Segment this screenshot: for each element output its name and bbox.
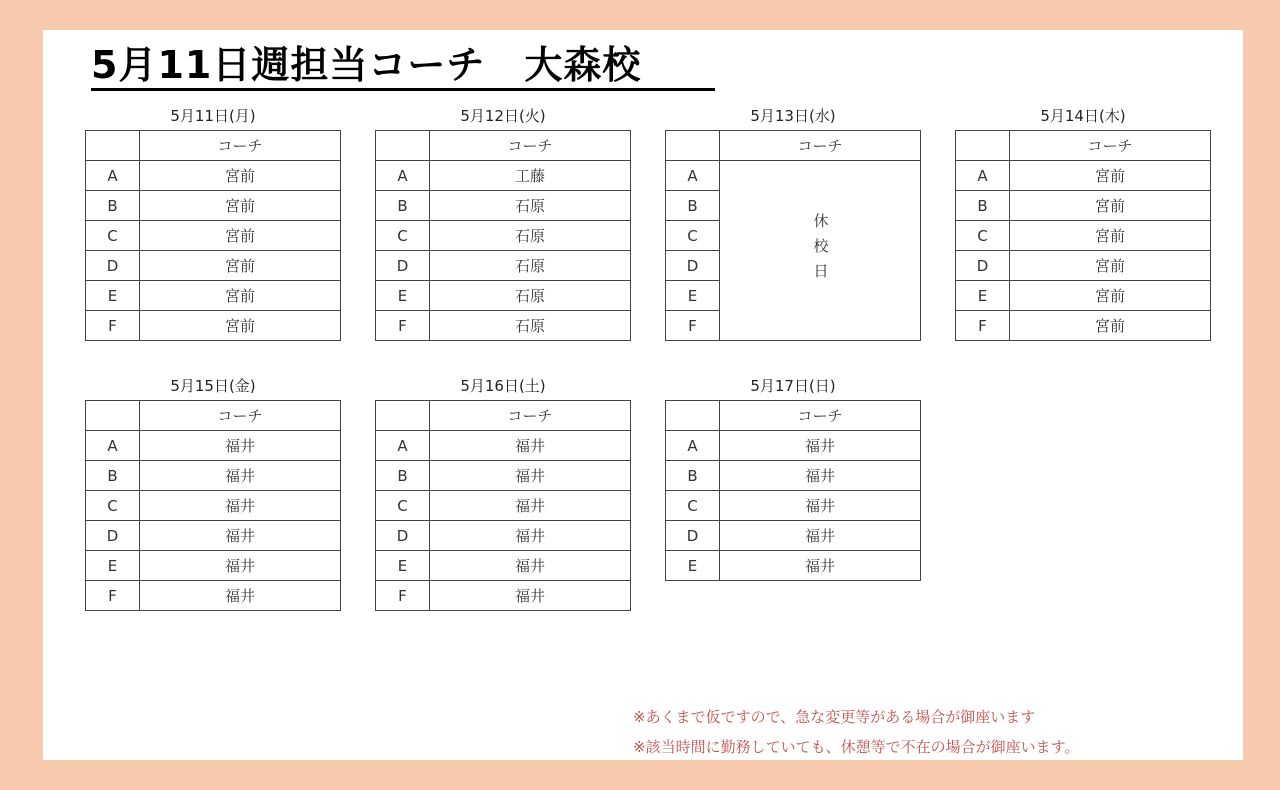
schedule-table xyxy=(85,130,341,341)
day-schedule xyxy=(955,102,1211,341)
slot-label: D xyxy=(376,251,430,281)
slot-label: A xyxy=(666,161,720,191)
table-row xyxy=(376,581,631,611)
slot-label: D xyxy=(666,521,720,551)
schedule-table xyxy=(85,400,341,611)
slot-label: F xyxy=(376,581,430,611)
coach-name: 福井 xyxy=(140,461,341,491)
table-row xyxy=(376,461,631,491)
day-date: 5月17日(日) xyxy=(750,377,836,395)
coach-name: 宮前 xyxy=(1010,161,1211,191)
day-schedule xyxy=(665,102,921,341)
coach-name: 福井 xyxy=(140,551,341,581)
slot-label: B xyxy=(86,191,140,221)
table-row xyxy=(666,161,921,191)
header-blank-cell xyxy=(376,131,430,161)
header-blank-cell xyxy=(376,401,430,431)
day-date: 5月16日(土) xyxy=(460,377,546,395)
slot-label: D xyxy=(86,251,140,281)
day-date: 5月13日(水) xyxy=(750,107,836,125)
slot-label: A xyxy=(376,431,430,461)
slot-label: C xyxy=(666,491,720,521)
coach-name: 福井 xyxy=(430,521,631,551)
title-underline xyxy=(91,88,715,91)
table-header-row xyxy=(86,401,341,431)
table-row xyxy=(956,161,1211,191)
slot-label: A xyxy=(666,431,720,461)
table-row xyxy=(376,251,631,281)
table-header-row xyxy=(666,401,921,431)
table-row xyxy=(86,251,341,281)
slot-label: C xyxy=(956,221,1010,251)
slot-label: E xyxy=(666,281,720,311)
schedule-table xyxy=(665,400,921,581)
coach-name: 石原 xyxy=(430,221,631,251)
table-row xyxy=(956,251,1211,281)
coach-header: コーチ xyxy=(140,131,341,161)
slot-label: D xyxy=(86,521,140,551)
coach-name: 福井 xyxy=(140,521,341,551)
slot-label: F xyxy=(376,311,430,341)
table-header-row xyxy=(86,131,341,161)
coach-name: 工藤 xyxy=(430,161,631,191)
table-row xyxy=(956,311,1211,341)
coach-name: 宮前 xyxy=(1010,221,1211,251)
slot-label: C xyxy=(376,221,430,251)
slot-label: B xyxy=(376,191,430,221)
note-line: ※該当時間に勤務していても、休憩等で不在の場合が御座います。 xyxy=(633,738,1080,756)
table-row xyxy=(666,521,921,551)
coach-name: 宮前 xyxy=(140,221,341,251)
table-row xyxy=(86,161,341,191)
slot-label: F xyxy=(86,311,140,341)
coach-name: 福井 xyxy=(720,431,921,461)
slot-label: C xyxy=(86,221,140,251)
table-row xyxy=(376,221,631,251)
slot-label: E xyxy=(376,281,430,311)
table-row xyxy=(376,311,631,341)
coach-name: 宮前 xyxy=(140,251,341,281)
slot-label: A xyxy=(376,161,430,191)
coach-name: 石原 xyxy=(430,191,631,221)
coach-name: 石原 xyxy=(430,281,631,311)
slot-label: C xyxy=(666,221,720,251)
table-row xyxy=(376,281,631,311)
coach-name: 福井 xyxy=(430,431,631,461)
note-line: ※あくまで仮ですので、急な変更等がある場合が御座います xyxy=(633,708,1036,726)
slot-label: F xyxy=(86,581,140,611)
coach-name: 宮前 xyxy=(1010,281,1211,311)
schedule-table xyxy=(375,400,631,611)
coach-name: 福井 xyxy=(430,551,631,581)
coach-name: 宮前 xyxy=(140,191,341,221)
day-date: 5月14日(木) xyxy=(1040,107,1126,125)
coach-header: コーチ xyxy=(430,401,631,431)
day-schedule xyxy=(665,372,921,581)
table-row xyxy=(86,461,341,491)
table-row xyxy=(376,431,631,461)
slot-label: B xyxy=(86,461,140,491)
schedule-table xyxy=(375,130,631,341)
slot-label: A xyxy=(86,431,140,461)
table-row xyxy=(666,551,921,581)
table-row xyxy=(666,491,921,521)
slot-label: A xyxy=(956,161,1010,191)
header-blank-cell xyxy=(86,131,140,161)
slot-label: B xyxy=(666,191,720,221)
table-header-row xyxy=(666,131,921,161)
table-row xyxy=(376,521,631,551)
table-row xyxy=(86,431,341,461)
table-row xyxy=(376,161,631,191)
day-schedule xyxy=(375,372,631,611)
table-row xyxy=(86,281,341,311)
closed-day-cell: 休校日 xyxy=(720,161,921,341)
coach-name: 福井 xyxy=(140,581,341,611)
page-title: 5月11日週担当コーチ 大森校 xyxy=(91,43,642,87)
table-row xyxy=(86,521,341,551)
table-row xyxy=(86,191,341,221)
slot-label: D xyxy=(666,251,720,281)
coach-name: 宮前 xyxy=(140,311,341,341)
coach-header: コーチ xyxy=(720,401,921,431)
table-row xyxy=(86,551,341,581)
header-blank-cell xyxy=(666,401,720,431)
slot-label: F xyxy=(666,311,720,341)
schedule-table xyxy=(665,130,921,341)
table-row xyxy=(666,431,921,461)
coach-name: 福井 xyxy=(720,521,921,551)
table-row xyxy=(86,491,341,521)
coach-name: 宮前 xyxy=(1010,191,1211,221)
coach-header: コーチ xyxy=(140,401,341,431)
slot-label: E xyxy=(956,281,1010,311)
table-header-row xyxy=(956,131,1211,161)
schedule-table xyxy=(955,130,1211,341)
header-blank-cell xyxy=(666,131,720,161)
coach-name: 福井 xyxy=(140,431,341,461)
day-date: 5月12日(火) xyxy=(460,107,546,125)
day-schedule xyxy=(85,102,341,341)
slot-label: E xyxy=(86,551,140,581)
coach-name: 宮前 xyxy=(1010,251,1211,281)
slot-label: D xyxy=(956,251,1010,281)
coach-header: コーチ xyxy=(430,131,631,161)
slot-label: A xyxy=(86,161,140,191)
table-row xyxy=(86,581,341,611)
slot-label: C xyxy=(376,491,430,521)
slot-label: E xyxy=(666,551,720,581)
coach-name: 宮前 xyxy=(140,161,341,191)
header-blank-cell xyxy=(86,401,140,431)
day-date: 5月11日(月) xyxy=(170,107,256,125)
slot-label: B xyxy=(956,191,1010,221)
table-row xyxy=(86,221,341,251)
table-header-row xyxy=(376,401,631,431)
slot-label: B xyxy=(666,461,720,491)
schedule-sheet xyxy=(43,30,1243,760)
slot-label: E xyxy=(86,281,140,311)
coach-name: 福井 xyxy=(140,491,341,521)
coach-name: 石原 xyxy=(430,311,631,341)
day-date: 5月15日(金) xyxy=(170,377,256,395)
table-row xyxy=(376,191,631,221)
coach-header: コーチ xyxy=(1010,131,1211,161)
coach-name: 宮前 xyxy=(1010,311,1211,341)
coach-name: 福井 xyxy=(430,491,631,521)
table-row xyxy=(376,491,631,521)
coach-name: 石原 xyxy=(430,251,631,281)
table-header-row xyxy=(376,131,631,161)
day-schedule xyxy=(375,102,631,341)
table-row xyxy=(86,311,341,341)
slot-label: C xyxy=(86,491,140,521)
coach-name: 福井 xyxy=(720,551,921,581)
coach-name: 福井 xyxy=(720,491,921,521)
table-row xyxy=(666,461,921,491)
table-row xyxy=(956,221,1211,251)
coach-name: 福井 xyxy=(430,581,631,611)
day-schedule xyxy=(85,372,341,611)
notes xyxy=(633,702,1233,762)
slot-label: B xyxy=(376,461,430,491)
table-row xyxy=(376,551,631,581)
table-row xyxy=(956,191,1211,221)
coach-name: 福井 xyxy=(430,461,631,491)
slot-label: D xyxy=(376,521,430,551)
slot-label: E xyxy=(376,551,430,581)
slot-label: F xyxy=(956,311,1010,341)
coach-name: 宮前 xyxy=(140,281,341,311)
coach-header: コーチ xyxy=(720,131,921,161)
header-blank-cell xyxy=(956,131,1010,161)
table-row xyxy=(956,281,1211,311)
coach-name: 福井 xyxy=(720,461,921,491)
